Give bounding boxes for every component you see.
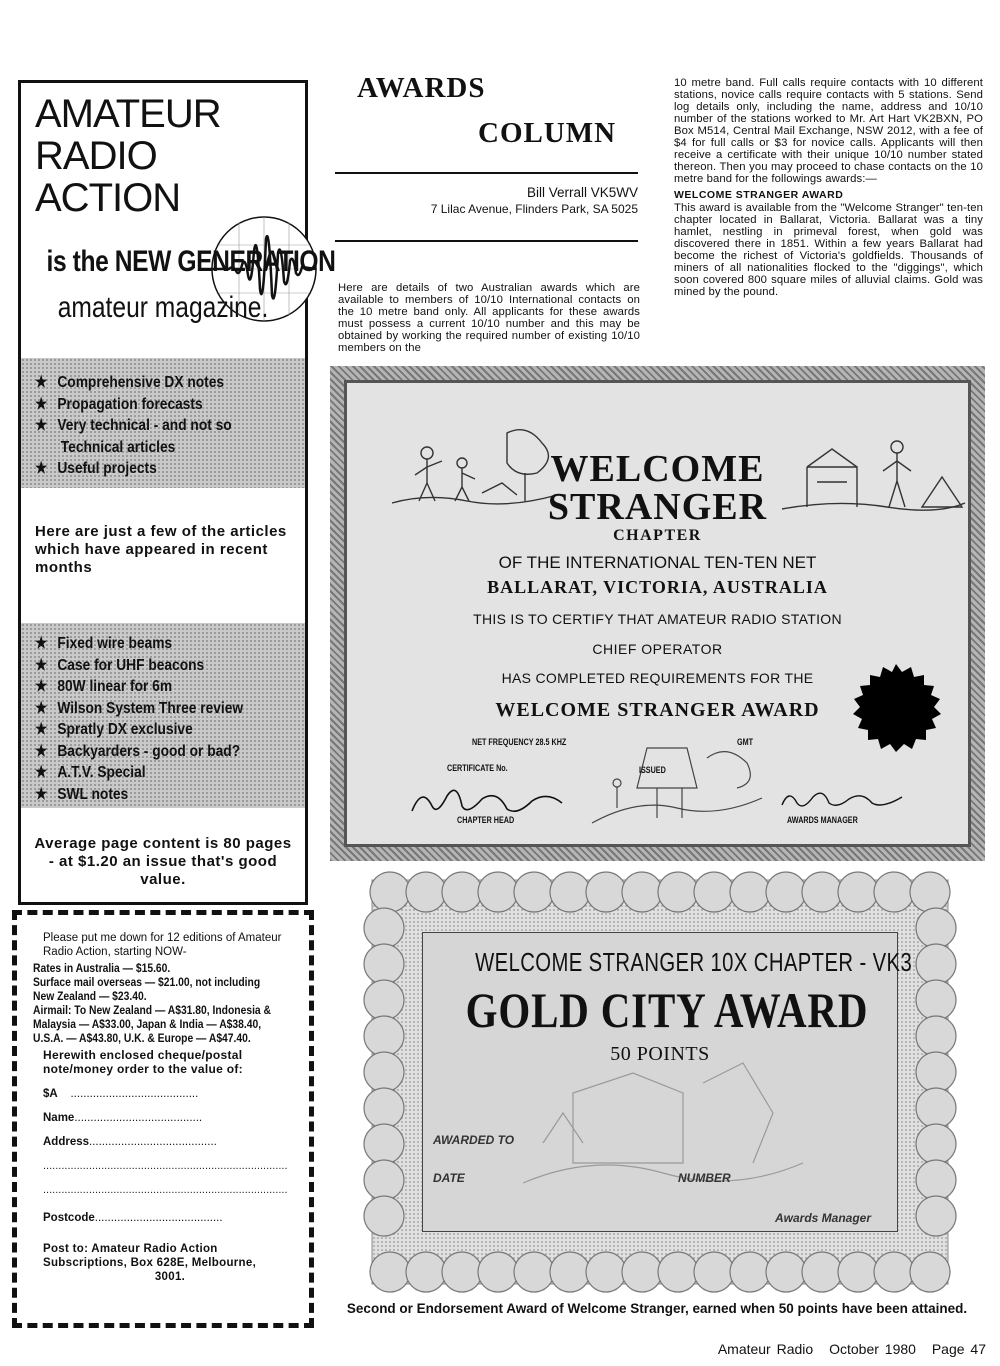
masthead-line-1: AMATEUR	[35, 92, 221, 136]
issued-label: ISSUED	[639, 765, 666, 775]
awards-manager-signature	[777, 783, 907, 813]
list-item: ★ Backyarders - good or bad?	[35, 742, 241, 760]
author-name: Bill Verrall VK5WV	[526, 185, 638, 200]
award-points: 50 POINTS	[610, 1043, 710, 1065]
masthead-line-2: RADIO	[35, 134, 157, 178]
rate-line: Surface mail overseas — $21.00, not including	[33, 975, 261, 989]
list-item: ★ Comprehensive DX notes	[35, 374, 225, 391]
list-item: ★ SWL notes	[35, 785, 129, 803]
address-field[interactable]: Address........................................	[43, 1136, 217, 1148]
certificate-body	[344, 380, 971, 847]
list-item: Technical articles	[60, 438, 176, 456]
list-item: ★ Fixed wire beams	[35, 635, 173, 652]
award-title: GOLD CITY AWARD	[465, 982, 869, 1038]
column-title: AWARDS	[357, 72, 486, 104]
subscription-coupon	[12, 910, 314, 1328]
list-item: ★ 80W linear for 6m	[35, 678, 173, 695]
byline	[431, 185, 638, 217]
gmt-label: GMT	[737, 737, 753, 747]
postcode-field[interactable]: Postcode........................................	[43, 1212, 223, 1224]
articles-list	[21, 623, 305, 808]
rate-line: New Zealand — $23.40.	[33, 989, 147, 1003]
certificate-body	[422, 932, 913, 1232]
certificate-title: WELCOME	[550, 448, 765, 490]
gold-city-award-certificate	[360, 868, 960, 1296]
list-item: ★ Case for UHF beacons	[35, 656, 205, 674]
author-address: 7 Lilac Avenue, Flinders Park, SA 5025	[430, 202, 638, 216]
articles-intro: Here are just a few of the articles which have appeared in recent months	[35, 523, 287, 576]
average-content-note: Average page content is 80 pages - at $1.20 an issue that's good value.	[34, 835, 292, 888]
advert-tagline-2: amateur magazine.	[57, 291, 269, 324]
welcome-stranger-certificate	[330, 366, 985, 861]
awards-manager-label: Awards Manager	[775, 1211, 872, 1225]
list-item: ★ Spratly DX exclusive	[35, 721, 193, 738]
amount-field[interactable]: $A ........................................	[43, 1088, 199, 1100]
list-item: ★ Propagation forecasts	[35, 395, 203, 413]
name-field[interactable]: Name........................................	[43, 1112, 203, 1124]
section-heading: WELCOME STRANGER AWARD	[674, 189, 844, 201]
list-item: ★ Very technical - and not so	[35, 417, 232, 434]
rate-line: Malaysia — A$33.00, Japan & India — A$38.40,	[33, 1017, 262, 1031]
number-label: NUMBER	[678, 1171, 731, 1185]
column-title-2: COLUMN	[478, 117, 617, 149]
coupon-herewith: Herewith enclosed cheque/postal note/money order to the value of:	[43, 1048, 243, 1076]
coupon-rates	[33, 961, 300, 1045]
address-line-2[interactable]: ................................................................................	[43, 1160, 288, 1172]
certificate-operator: CHIEF OPERATOR	[592, 641, 723, 657]
award-chapter-line: WELCOME STRANGER 10X CHAPTER - VK3	[475, 947, 913, 977]
list-item: ★ A.T.V. Special	[35, 764, 146, 781]
rate-line: Rates in Australia — $15.60.	[33, 961, 171, 975]
article-paragraph: 10 metre band. Full calls require contacts with 10 different stations, novice calls require contacts with 5 stations. Send log details only, including the name, address and 10/10 number of the stations worked to Mr. Art Hart VK2BXN, PO Box M514, Central Mail Exchange, NSW 2012, with a fee of $4 for full calls or $3 for novice calls. Applicants will then receive a certificate with their unique 10/10 number stated thereon. Then you may proceed to chase contacts on the 10 metre band for the followings awards:—	[674, 77, 983, 185]
date-label: DATE	[433, 1171, 465, 1185]
coupon-intro: Please put me down for 12 editions of Amateur Radio Action, starting NOW-	[43, 932, 282, 958]
footer-magazine: Amateur Radio	[717, 1341, 814, 1357]
divider	[335, 172, 638, 174]
certificate-statement: THIS IS TO CERTIFY THAT AMATEUR RADIO STATION	[473, 611, 842, 627]
divider	[335, 240, 638, 242]
awarded-to-label: AWARDED TO	[433, 1133, 515, 1147]
article-paragraph: This award is available from the "Welcome Stranger" ten-ten chapter located in Ballarat, Victoria. Ballarat was a tiny hamlet, nestling in primeval forest, when gold was discovered there in 1851. Within a few years Ballarat had become the richest of Victoria's goldfields. Thousands of miners of all nationalities flocked to the "diggings", which soon covered 800 square miles of alluvial claims. Gold was mined by the pound.	[674, 202, 983, 298]
figure-caption: Second or Endorsement Award of Welcome Stranger, earned when 50 points have been attained.	[346, 1301, 968, 1316]
certificate-number-label: CERTIFICATE No.	[447, 763, 508, 773]
article-column-2	[674, 77, 983, 298]
certificate-title-2: STRANGER	[547, 486, 768, 528]
certificate-chapter: CHAPTER	[613, 527, 702, 544]
amateur-radio-action-advert	[18, 80, 336, 905]
post-to-address: Post to: Amateur Radio Action Subscriptions, Box 628E, Melbourne, 3001.	[43, 1243, 257, 1283]
address-line-3[interactable]: ................................................................................	[43, 1184, 288, 1196]
advert-tagline: is the NEW GENERATION	[46, 245, 336, 278]
mining-scene-sketch-icon	[513, 1053, 813, 1193]
rate-line: Airmail: To New Zealand — A$31.80, Indonesia &	[33, 1003, 272, 1017]
rate-line: U.S.A. — A$43.80, U.K. & Europe — A$47.40.	[33, 1031, 251, 1045]
footer-page: Page 47	[931, 1341, 986, 1357]
certificate-location: BALLARAT, VICTORIA, AUSTRALIA	[487, 577, 828, 597]
advert-masthead	[35, 93, 221, 219]
chapter-head-label: CHAPTER HEAD	[457, 815, 515, 825]
certificate-net: OF THE INTERNATIONAL TEN-TEN NET	[498, 553, 817, 572]
page-footer	[708, 1341, 986, 1357]
awards-manager-label: AWARDS MANAGER	[787, 815, 858, 825]
certificate-completed: HAS COMPLETED REQUIREMENTS FOR THE	[501, 670, 814, 686]
article-column-1: Here are details of two Australian awards which are available to members of 10/10 International contacts on the 10 metre band only. All applicants for these awards must possess a current 10/10 number and this may be obtained by working the required number of existing 10/10 members on the	[338, 282, 640, 354]
list-item: ★ Useful projects	[35, 460, 157, 477]
footer-issue: October 1980	[829, 1341, 916, 1357]
net-frequency: NET FREQUENCY 28.5 KHZ	[472, 737, 567, 747]
certificate-award-name: WELCOME STRANGER AWARD	[495, 699, 820, 721]
list-item: ★ Wilson System Three review	[35, 699, 244, 717]
masthead-line-3: ACTION	[35, 176, 181, 220]
features-list	[21, 358, 305, 488]
seal-icon	[850, 664, 942, 756]
advert-header	[21, 83, 336, 343]
